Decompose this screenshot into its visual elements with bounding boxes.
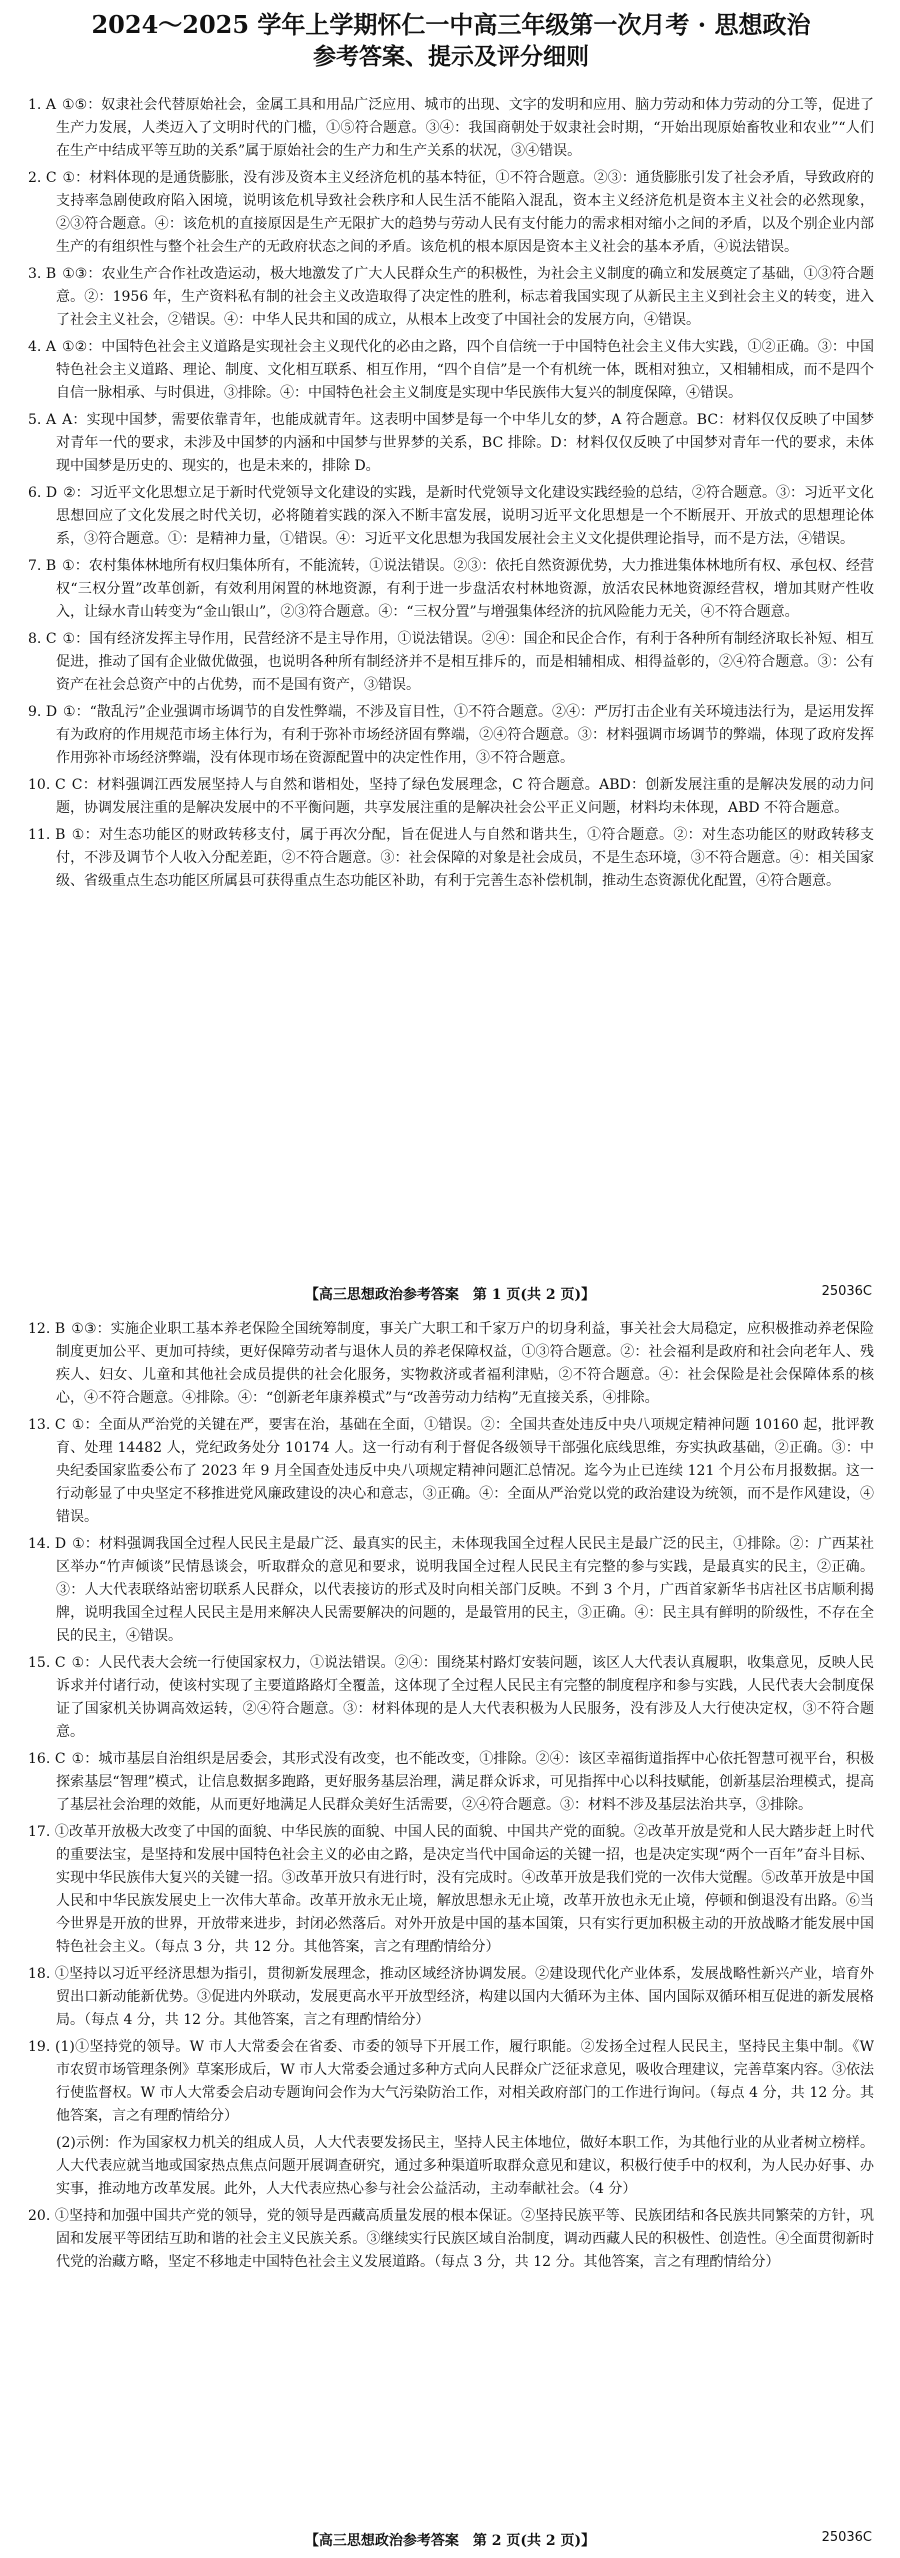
question-number: 11.: [28, 827, 56, 843]
answer-explanation: ①③：实施企业职工基本养老保险全国统筹制度，事关广大职工和千家万户的切身利益，事关社会大局稳定，应积极推动养老保险制度更加公平、更加可持续，更好保障劳动者与退休人员的养老保障权益，①③符合题意。②：社会福利是政府和社会向老年人、残疾人、妇女、儿童和其他社会成员提供的社会化服务，实物救济或者福利津贴，②不符合题意。④：社会保险是社会保障体系的核心，④不符合题意。④排除。④：“创新老年康养模式”与“改善劳动力结构”无直接关系，④排除。: [56, 1321, 874, 1406]
answer-item: [28, 555, 874, 624]
question-number: 13.: [28, 1417, 55, 1433]
answer-explanation: ①：材料体现的是通货膨胀，没有涉及资本主义经济危机的基本特征，①不符合题意。②③：通货膨胀引发了社会矛盾，导致政府的支持率急剧使政府陷入困境，说明该危机导致社会秩序和人民生活不能陷入混乱，资本主义经济危机是资本主义社会的必然现象，②③符合题意。④：该危机的直接原因是生产无限扩大的趋势与劳动人民有支付能力的需求相对缩小之间的矛盾，以及个别企业内部生产的有组织性与整个社会生产的无政府状态之间的矛盾。该危机的根本原因是资本主义社会的基本矛盾，④说法错误。: [56, 170, 874, 255]
answer-explanation: ①：人民代表大会统一行使国家权力，①说法错误。②④：围绕某村路灯安装问题，该区人大代表认真履职，收集意见，反映人民诉求并付诸行动，使该村实现了主要道路路灯全覆盖，这体现了全过程人民民主有完整的制度程序和参与实践，人民代表大会制度保证了国家机关协调高效运转，②④符合题意。③：材料体现的是人大代表积极为人民服务，没有涉及人大行使决定权，③不符合题意。: [56, 1655, 874, 1740]
answer-choice: C: [55, 777, 66, 793]
answer-choice: C: [54, 1655, 66, 1671]
page-footer-2: [0, 2526, 900, 2552]
question-number: 4.: [28, 339, 46, 355]
answer-list-page-1: [28, 94, 874, 893]
page-subtitle: 参考答案、提示及评分细则: [313, 43, 589, 70]
answer-item: [28, 482, 874, 551]
answer-explanation: ①：农村集体林地所有权归集体所有，不能流转，①说法错误。②③：依托自然资源优势，大力推进集体林地所有权、承包权、经营权“三权分置”改革创新，有效利用闲置的林地资源，有利于进一步盘活农村林地资源，放活农民林地资源经营权，增加其财产性收入，让绿水青山转变为“金山银山”，②③符合题意。④：“三权分置”与增强集体经济的抗风险能力无关，④不符合题意。: [56, 558, 874, 620]
footer-code: 25036C: [821, 1284, 872, 1299]
answer-item: [28, 2036, 874, 2128]
answer-choice: C: [45, 631, 57, 647]
answer-choice: D: [54, 1536, 67, 1552]
question-number: 15.: [28, 1655, 55, 1671]
answer-explanation: ①③：农业生产合作社改造运动，极大地激发了广大人民群众生产的积极性，为社会主义制度的确立和发展奠定了基础，①③符合题意。②：1956 年，生产资料私有制的社会主义改造取得了决定性的胜利，标志着我国实现了从新民主主义到社会主义的转变，进入了社会主义社会，②错误。④：中华人民共和国的成立，从根本上改变了中国社会的发展方向，④错误。: [56, 266, 874, 328]
answer-choice: A: [45, 339, 56, 355]
answer-item: [28, 2205, 874, 2274]
question-number: 19.: [28, 2039, 56, 2055]
question-number: 16.: [28, 1751, 55, 1767]
answer-explanation: ①：全面从严治党的关键在严，要害在治，基础在全面，①错误。②：全国共查处违反中央八项规定精神问题 10160 起，批评教育、处理 14482 人，党纪政务处分 10174 人。这一行动有利于督促各级领导干部强化底线思维，夯实执政基础，②正确。③：中央纪委国家监委公布了 2023 年 9 月全国查处违反中央八项规定精神问题汇总情况。迄今为止已连续 121 个月公布月报数据。这一行动彰显了中央坚定不移推进党风廉政建设的决心和意志，③正确。④：全面从严治党以党的政治建设为统领，而不是作风建设，④错误。: [56, 1417, 875, 1525]
answer-item: [28, 1533, 874, 1648]
answer-choice: A: [46, 412, 57, 428]
answer-explanation: (2)示例：作为国家权力机关的组成人员，人大代表要发扬民主，坚持人民主体地位，做好本职工作，为其他行业的从业者树立榜样。人大代表应就当地或国家热点焦点问题开展调查研究，通过多种渠道听取群众意见和建议，积极行使手中的权利，为人民办好事、办实事，推动地方改革发展。此外，人大代表应热心参与社会公益活动，主动奉献社会。（4 分）: [56, 2135, 874, 2197]
answer-item: [28, 167, 874, 259]
question-number: 17.: [28, 1824, 55, 1840]
answer-item: [28, 824, 874, 893]
answer-item: [28, 2132, 874, 2201]
answer-explanation: ①改革开放极大改变了中国的面貌、中华民族的面貌、中国人民的面貌、中国共产党的面貌。②改革开放是党和人民大踏步赶上时代的重要法宝，是坚持和发展中国特色社会主义的必由之路，是决定当代中国命运的关键一招，也是决定实现“两个一百年”奋斗目标、实现中华民族伟大复兴的关键一招。③改革开放只有进行时，没有完成时。④改革开放是我们党的一次伟大觉醒。⑤改革开放是中国人民和中华民族发展史上一次伟大革命。改革开放永无止境，解放思想永无止境，改革开放也永无止境，停顿和倒退没有出路。⑥当今世界是开放的世界，开放带来进步，封闭必然落后。对外开放是中国的基本国策，只有实行更加积极主动的开放战略才能发展中国特色社会主义。（每点 3 分，共 12 分。其他答案，言之有理酌情给分）: [54, 1824, 874, 1955]
answer-item: [28, 1414, 874, 1529]
answer-explanation: ①：对生态功能区的财政转移支付，属于再次分配，旨在促进人与自然和谐共生，①符合题意。②：对生态功能区的财政转移支付，不涉及调节个人收入分配差距，②不符合题意。③：社会保障的对象是社会成员，不是生态环境，③不符合题意。④：相关国家级、省级重点生态功能区所属县可获得重点生态功能区补助，有利于完善生态补偿机制，推动生态资源优化配置，④符合题意。: [56, 827, 874, 889]
answer-explanation: ①：“散乱污”企业强调市场调节的自发性弊端，不涉及盲目性，①不符合题意。②④：严厉打击企业有关环境违法行为，是运用发挥有为政府的作用规范市场主体行为，有利于弥补市场经济固有弊端，②④符合题意。③：材料强调市场调节的弊端，体现了政府发挥作用弥补市场经济弊端，没有体现市场在资源配置中的决定性作用，③不符合题意。: [56, 704, 874, 766]
answer-explanation: A：实现中国梦，需要依靠青年，也能成就青年。这表明中国梦是每一个中华儿女的梦，A 符合题意。BC：材料仅仅反映了中国梦对青年一代的要求，未涉及中国梦的内涵和中国梦与世界梦的关系，BC 排除。D：材料仅仅反映了中国梦对青年一代的要求，未体现中国梦是历史的、现实的，也是未来的，排除 D。: [56, 412, 874, 474]
answer-item: [28, 94, 874, 163]
answer-item: [28, 1318, 874, 1410]
question-number: 18.: [28, 1966, 55, 1982]
answer-item: [28, 336, 874, 405]
question-number: 8.: [28, 631, 46, 647]
answer-item: [28, 1652, 874, 1744]
answer-choice: C: [45, 170, 57, 186]
answer-explanation: ①：城市基层自治组织是居委会，其形式没有改变，也不能改变，①排除。②④：该区幸福街道指挥中心依托智慧可视平台，积极探索基层“智理”模式，让信息数据多跑路，更好服务基层治理，满足群众诉求，可见指挥中心以科技赋能，创新基层治理模式，提高了基层社会治理的效能，从而更好地满足人民群众美好生活需要，②④符合题意。③：材料不涉及基层法治共享，③排除。: [56, 1751, 874, 1813]
answer-item: [28, 774, 874, 820]
answer-explanation: ①②：中国特色社会主义道路是实现社会主义现代化的必由之路，四个自信统一于中国特色社会主义伟大实践，①②正确。③：中国特色社会主义道路、理论、制度、文化相互联系、相互作用，“四个自信”是一个有机统一体，既相对独立，又相辅相成，而不是四个自信一脉相承、与时俱进，③排除。④：中国特色社会主义制度是实现中华民族伟大复兴的制度保障，④错误。: [56, 339, 874, 401]
answer-choice: A: [45, 97, 56, 113]
footer-page-label: 【高三思想政治参考答案 第 2 页(共 2 页)】: [304, 2533, 596, 2549]
answer-item: [28, 628, 874, 697]
question-number: 3.: [28, 266, 46, 282]
answer-explanation: ①⑤：奴隶社会代替原始社会，金属工具和用品广泛应用、城市的出现、文字的发明和应用、脑力劳动和体力劳动的分工等，促进了生产力发展，人类迈入了文明时代的门槛，①⑤符合题意。③④：我国商朝处于奴隶社会时期，“开始出现原始畜牧业和农业”“人们在生产中结成平等互助的关系”属于原始社会的生产力和生产关系的状况，③④错误。: [56, 97, 874, 159]
answer-explanation: ①坚持和加强中国共产党的领导，党的领导是西藏高质量发展的根本保证。②坚持民族平等、民族团结和各民族共同繁荣的方针，巩固和发展平等团结互助和谐的社会主义民族关系。③继续实行民族区域自治制度，调动西藏人民的积极性、创造性。④全面贯彻新时代党的治藏方略，坚定不移地走中国特色社会主义发展道路。（每点 3 分，共 12 分。其他答案，言之有理酌情给分）: [54, 2208, 874, 2270]
question-number: 20.: [28, 2208, 55, 2224]
answer-item: [28, 409, 874, 478]
question-number: 5.: [28, 412, 46, 428]
answer-item: [28, 1963, 874, 2032]
answer-choice: B: [45, 558, 57, 574]
answer-explanation: C：材料强调江西发展坚持人与自然和谐相处，坚持了绿色发展理念，C 符合题意。ABD：创新发展注重的是解决发展的动力问题，协调发展注重的是解决发展中的不平衡问题，共享发展注重的是解决社会公平正义问题，材料均未体现，ABD 不符合题意。: [56, 777, 874, 816]
answer-choice: B: [45, 266, 57, 282]
question-number: 2.: [28, 170, 46, 186]
page-footer-1: [0, 1280, 900, 1306]
question-number: 1.: [28, 97, 46, 113]
answer-explanation: ①：国有经济发挥主导作用，民营经济不是主导作用，①说法错误。②④：国企和民企合作，有利于各种所有制经济取长补短、相互促进，推动了国有企业做优做强，也说明各种所有制经济并不是相互排斥的，而是相辅相成、相得益彰的，②④符合题意。③：公有资产在社会总资产中的占优势，而不是国有资产，③错误。: [56, 631, 874, 693]
answer-choice: D: [45, 485, 58, 501]
answer-page-2: [0, 1318, 900, 2558]
answer-explanation: ①：材料强调我国全过程人民民主是最广泛、最真实的民主，未体现我国全过程人民民主是最广泛的民主，①排除。②：广西某社区举办“竹声倾谈”民情恳谈会，听取群众的意见和要求，说明我国全过程人民民主有完整的参与实践，是最真实的民主，②正确。③：人大代表联络站密切联系人民群众，以代表接访的形式及时向相关部门反映。不到 3 个月，广西首家新华书店社区书店顺利揭牌，说明我国全过程人民民主是用来解决人民需要解决的问题的，是最管用的民主，③正确。④：民主具有鲜明的阶级性，不存在全民的民主，④错误。: [56, 1536, 874, 1644]
answer-choice: D: [45, 704, 58, 720]
footer-page-label: 【高三思想政治参考答案 第 1 页(共 2 页)】: [304, 1287, 596, 1303]
answer-choice: C: [54, 1417, 66, 1433]
answer-explanation: (1)①坚持党的领导。W 市人大常委会在省委、市委的领导下开展工作，履行职能。②发扬全过程人民民主，坚持民主集中制。《W 市农贸市场管理条例》草案形成后，W 市人大常委会通过多种方式向人民群众广泛征求意见，吸收合理建议，完善草案内容。③依法行使监督权。W 市人大常委会启动专题询问会作为大气污染防治工作，对相关政府部门的工作进行询问。（每点 4 分，共 12 分。其他答案，言之有理酌情给分）: [55, 2039, 875, 2124]
answer-explanation: ②：习近平文化思想立足于新时代党领导文化建设的实践，是新时代党领导文化建设实践经验的总结，②符合题意。③：习近平文化思想回应了文化发展之时代关切，必将随着实践的深入不断丰富发展，说明习近平文化思想是一个不断展开、开放式的思想理论体系，③符合题意。①：是精神力量，①错误。④：习近平文化思想为我国发展社会主义文化提供理论指导，而不是方法，④错误。: [56, 485, 874, 547]
answer-choice: C: [54, 1751, 66, 1767]
answer-choice: B: [54, 1321, 66, 1337]
answer-explanation: ①坚持以习近平经济思想为指引，贯彻新发展理念，推动区域经济协调发展。②建设现代化产业体系，发展战略性新兴产业，培育外贸出口新动能新优势。③促进内外联动，发展更高水平开放型经济，构建以国内大循环为主体、国内国际双循环相互促进的新发展格局。（每点 4 分，共 12 分。其他答案，言之有理酌情给分）: [54, 1966, 874, 2028]
question-number: 6.: [28, 485, 46, 501]
question-number: 12.: [28, 1321, 55, 1337]
question-number: 9.: [28, 704, 46, 720]
answer-item: [28, 1748, 874, 1817]
answer-list-page-2: [28, 1318, 874, 2274]
footer-code: 25036C: [821, 2530, 872, 2545]
question-number: 14.: [28, 1536, 55, 1552]
answer-item: [28, 701, 874, 770]
question-number: 7.: [28, 558, 46, 574]
page-title: 2024～2025 学年上学期怀仁一中高三年级第一次月考 · 思想政治: [91, 10, 811, 39]
answer-choice: B: [55, 827, 66, 843]
answer-item: [28, 1821, 874, 1959]
question-number: 10.: [28, 777, 56, 793]
answer-item: [28, 263, 874, 332]
